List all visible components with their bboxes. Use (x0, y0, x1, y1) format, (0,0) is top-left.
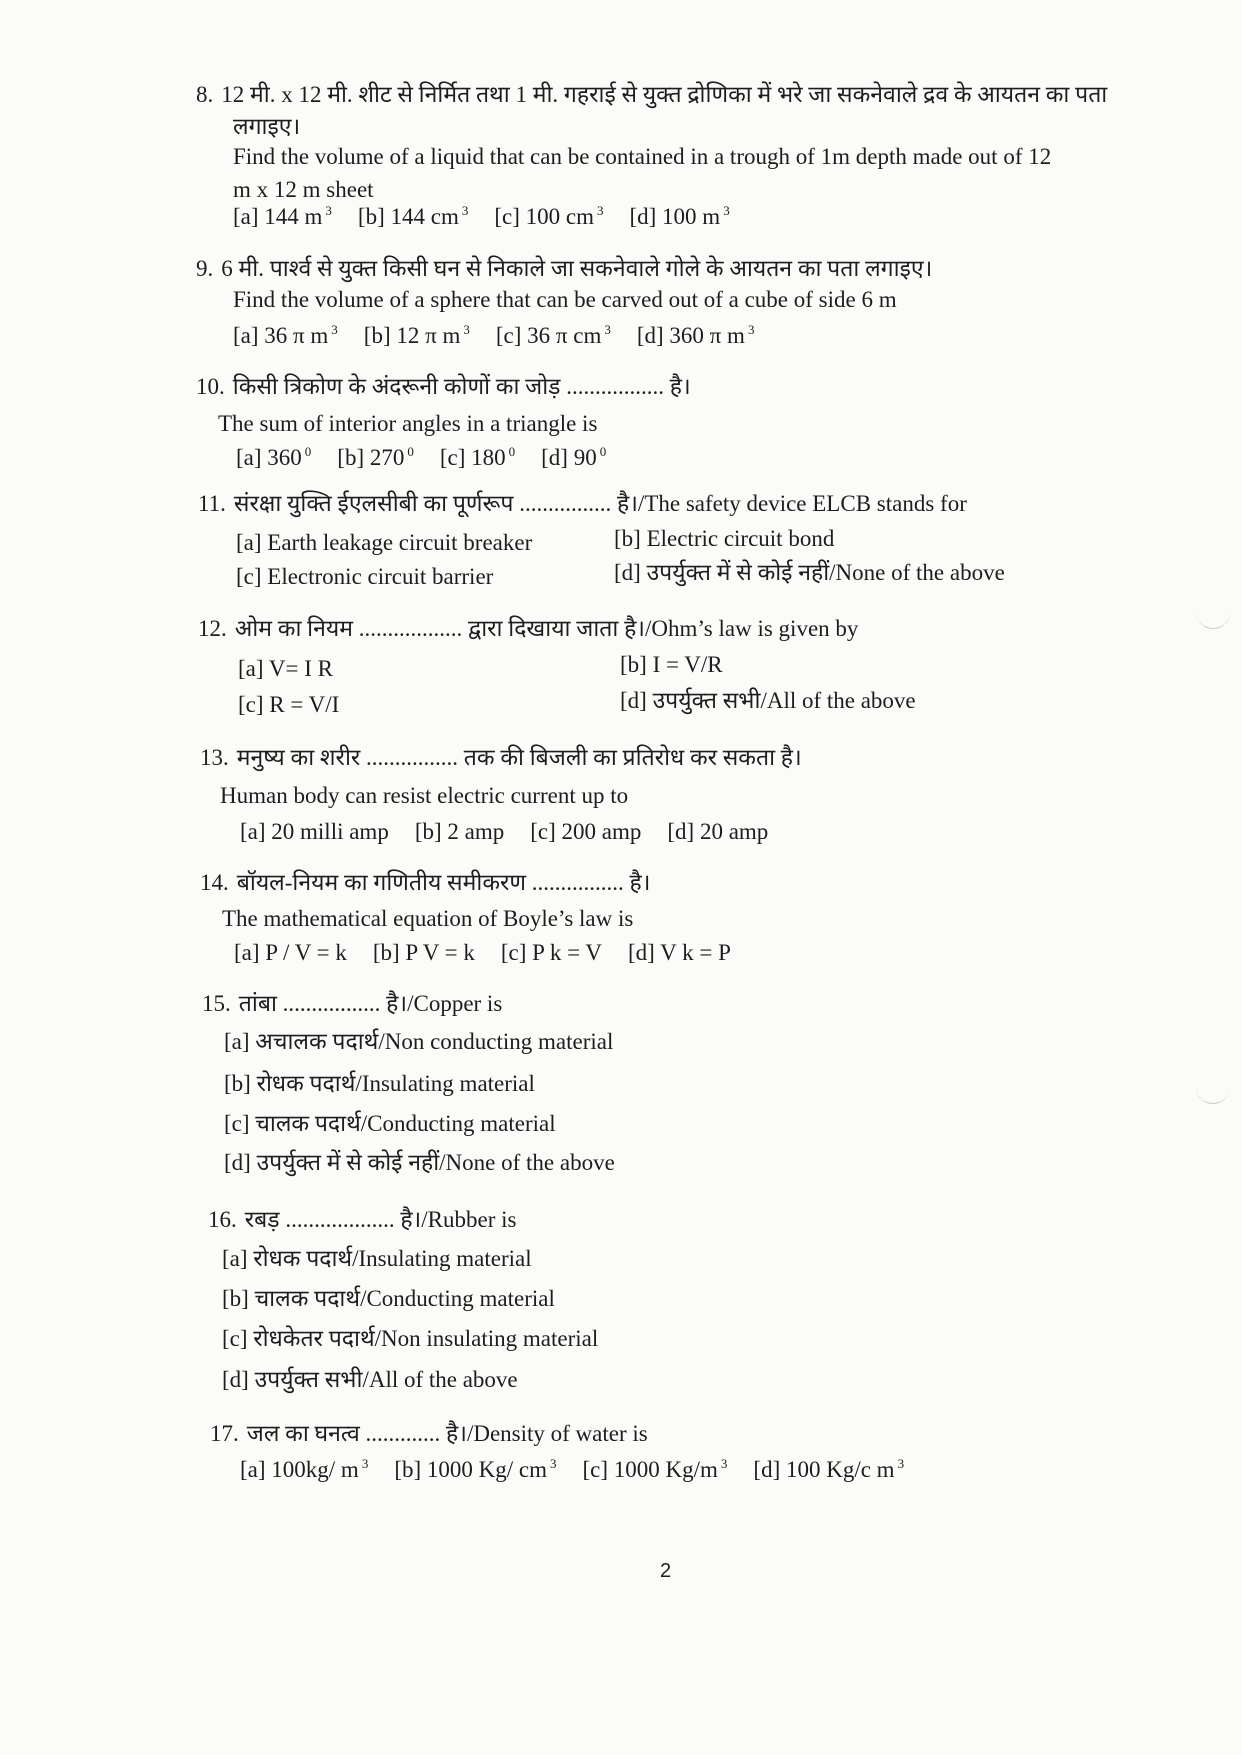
question-text-english (218, 410, 597, 438)
option-text: [c] Electronic circuit barrier (236, 564, 494, 589)
option-text: [d] 360 π m (636, 323, 745, 348)
question-text-hindi: तांबा ................. है।/Copper is (238, 991, 503, 1016)
option-line (222, 1366, 544, 1394)
option-text: [c] 180 (439, 445, 506, 470)
question-text-english (220, 782, 628, 810)
option-superscript: 3 (604, 322, 611, 337)
question-text-english (222, 905, 633, 933)
options-row (233, 322, 780, 350)
answer-option (373, 939, 475, 967)
answer-option (582, 1456, 727, 1484)
option-text: [a] 36 π m (233, 323, 329, 348)
question-heading (200, 869, 650, 897)
option-superscript: 3 (747, 322, 755, 337)
answer-option (614, 559, 1005, 587)
option-superscript: 0 (304, 444, 312, 459)
answer-option (234, 939, 347, 967)
answer-option (222, 1285, 555, 1313)
punch-hole-mark (1196, 600, 1230, 629)
option-line (222, 1245, 558, 1273)
option-text: [b] 144 cm (357, 204, 459, 229)
answer-option (440, 444, 515, 472)
answer-option (415, 818, 504, 846)
question-heading (196, 373, 691, 401)
answer-option (394, 1456, 556, 1484)
question-heading (198, 490, 967, 518)
options-row (240, 1456, 930, 1484)
option-text: [b] P V = k (372, 940, 475, 965)
question-heading (196, 255, 932, 283)
option-text: [d] उपर्युक्त में से कोई नहीं/None of the above (614, 560, 1005, 585)
option-text: [c] रोधकेतर पदार्थ/Non insulating material (222, 1326, 599, 1351)
answer-option (233, 203, 332, 231)
question-text-hindi-cont (233, 113, 300, 141)
option-text: [c] P k = V (500, 940, 603, 965)
option-line (224, 1028, 639, 1056)
question-text-english (233, 143, 1051, 171)
question-text-english: Human body can resist electric current up to (220, 783, 629, 808)
question-text-english: Find the volume of a sphere that can be carved out of a cube of side 6 m (233, 287, 897, 312)
option-text: [d] उपर्युक्त सभी/All of the above (620, 688, 916, 713)
option-line (222, 1325, 624, 1353)
question-heading (208, 1206, 516, 1234)
option-line (614, 559, 1031, 587)
option-text: [a] अचालक पदार्थ/Non conducting material (224, 1029, 614, 1054)
option-text: [a] 144 m (233, 204, 323, 229)
answer-option (222, 1366, 518, 1394)
option-text: [a] V= I R (238, 656, 333, 681)
question-number: 17. (210, 1421, 239, 1446)
question-text-hindi: लगाइए। (233, 114, 301, 139)
question-text-english: The sum of interior angles in a triangle is (218, 411, 598, 436)
question-number: 14. (200, 870, 229, 895)
answer-option (667, 818, 768, 846)
answer-option (233, 322, 338, 350)
question-text-english-cont (233, 176, 374, 204)
answer-option (238, 691, 339, 719)
option-superscript: 0 (508, 444, 516, 459)
option-line (222, 1285, 581, 1313)
option-text: [b] चालक पदार्थ/Conducting material (222, 1286, 555, 1311)
option-superscript: 3 (331, 322, 338, 337)
option-text: [c] R = V/I (238, 692, 340, 717)
option-text: [c] 200 amp (530, 819, 642, 844)
question-number: 10. (196, 374, 225, 399)
answer-option (614, 525, 834, 553)
option-line (236, 529, 558, 557)
option-text: [d] 100 m (629, 204, 721, 229)
answer-option (240, 818, 389, 846)
option-superscript: 0 (407, 444, 414, 459)
options-row (240, 818, 794, 846)
answer-option (358, 203, 468, 231)
question-text-hindi: 12 मी. x 12 मी. शीट से निर्मित तथा 1 मी. गहराई से युक्त द्रोणिका में भरे जा सकनेवाले द्रव के आयतन का पता (221, 82, 1108, 107)
answer-option (629, 203, 729, 231)
question-heading (198, 615, 858, 643)
answer-option (240, 1456, 368, 1484)
option-superscript: 3 (720, 1456, 728, 1471)
option-text: [b] 1000 Kg/ cm (394, 1457, 547, 1482)
answer-option (620, 651, 723, 679)
question-number: 9. (196, 256, 214, 281)
option-text: [d] 20 amp (667, 819, 769, 844)
answer-option (628, 939, 731, 967)
option-superscript: 3 (596, 203, 604, 218)
option-text: [a] 20 milli amp (240, 819, 389, 844)
answer-option (753, 1456, 904, 1484)
question-number: 12. (198, 616, 227, 641)
answer-option (222, 1325, 598, 1353)
question-text-english: The mathematical equation of Boyle’s law is (222, 906, 634, 931)
question-text-english (233, 286, 897, 314)
answer-option (236, 563, 493, 591)
answer-option (541, 444, 606, 472)
options-row (233, 203, 756, 231)
question-text-hindi: 6 मी. पार्श्व से युक्त किसी घन से निकाले जा सकनेवाले गोले के आयतन का पता लगाइए। (221, 256, 933, 281)
option-text: [d] 100 Kg/c m (753, 1457, 895, 1482)
option-superscript: 3 (723, 203, 730, 218)
question-number: 11. (198, 491, 226, 516)
question-text-hindi: मनुष्य का शरीर ................ तक की बिजली का प्रतिरोध कर सकता है। (236, 745, 802, 770)
option-text: [b] Electric circuit bond (614, 526, 835, 551)
option-line (224, 1149, 641, 1177)
question-number: 13. (200, 745, 229, 770)
options-row (234, 939, 757, 967)
answer-option (236, 444, 311, 472)
option-text: [a] P / V = k (234, 940, 347, 965)
question-number: 16. (208, 1207, 237, 1232)
option-superscript: 3 (897, 1456, 905, 1471)
options-row (236, 444, 632, 472)
option-line (224, 1110, 582, 1138)
answer-option (224, 1028, 613, 1056)
option-text: [a] 100kg/ m (240, 1457, 359, 1482)
question-heading (210, 1420, 648, 1448)
question-text-hindi: रबड़ ................... है।/Rubber is (244, 1207, 517, 1232)
option-text: [d] 90 (541, 445, 597, 470)
answer-option (494, 203, 603, 231)
option-line (620, 687, 942, 715)
question-text-hindi: संरक्षा युक्ति ईएलसीबी का पूर्णरूप ................ है।/The safety device ELCB stands for (233, 491, 967, 516)
answer-option (496, 322, 611, 350)
option-text: [b] 2 amp (414, 819, 505, 844)
option-superscript: 3 (325, 203, 332, 218)
answer-option (222, 1245, 532, 1273)
page-number: 2 (660, 1560, 672, 1582)
option-text: [a] 360 (236, 445, 302, 470)
option-text: [b] I = V/R (620, 652, 723, 677)
option-text: [d] V k = P (628, 940, 731, 965)
question-text-hindi: किसी त्रिकोण के अंदरूनी कोणों का जोड़ ................. है। (232, 374, 691, 399)
question-heading (200, 744, 802, 772)
option-superscript: 3 (461, 203, 469, 218)
question-text-hindi: बॉयल-नियम का गणितीय समीकरण ................ है। (236, 870, 651, 895)
answer-option (620, 687, 916, 715)
question-text-english: Find the volume of a liquid that can be contained in a trough of 1m depth made out of 12 (233, 144, 1052, 169)
option-text: [a] Earth leakage circuit breaker (236, 530, 533, 555)
answer-option (224, 1070, 535, 1098)
option-line (238, 691, 365, 719)
answer-option (501, 939, 602, 967)
option-line (614, 525, 860, 553)
option-line (620, 651, 749, 679)
option-line (236, 563, 519, 591)
option-text: [a] रोधक पदार्थ/Insulating material (222, 1246, 532, 1271)
option-line (224, 1070, 561, 1098)
option-text: [b] 12 π m (363, 323, 461, 348)
option-text: [d] उपर्युक्त सभी/All of the above (222, 1367, 518, 1392)
answer-option (364, 322, 470, 350)
question-text-hindi: ओम का नियम .................. द्वारा दिखाया जाता है।/Ohm’s law is given by (234, 616, 859, 641)
option-superscript: 3 (463, 322, 470, 337)
question-heading (202, 990, 502, 1018)
option-text: [c] चालक पदार्थ/Conducting material (224, 1111, 556, 1136)
option-superscript: 3 (549, 1456, 557, 1471)
option-text: [b] 270 (337, 445, 405, 470)
answer-option (224, 1110, 556, 1138)
option-line (238, 655, 359, 683)
option-text: [c] 100 cm (494, 204, 594, 229)
question-number: 8. (196, 82, 214, 107)
option-text: [d] उपर्युक्त में से कोई नहीं/None of the above (224, 1150, 615, 1175)
question-heading (196, 81, 1107, 109)
question-number: 15. (202, 991, 231, 1016)
option-text: [b] रोधक पदार्थ/Insulating material (224, 1071, 535, 1096)
punch-hole-mark (1196, 1075, 1230, 1104)
option-superscript: 3 (361, 1456, 369, 1471)
answer-option (236, 529, 532, 557)
answer-option (637, 322, 755, 350)
answer-option (224, 1149, 615, 1177)
answer-option (238, 655, 333, 683)
option-text: [c] 1000 Kg/m (582, 1457, 718, 1482)
answer-option (337, 444, 414, 472)
answer-option (530, 818, 641, 846)
question-text-hindi: जल का घनत्व ............. है।/Density of water is (246, 1421, 648, 1446)
option-text: [c] 36 π cm (495, 323, 602, 348)
option-superscript: 0 (599, 444, 607, 459)
question-text-english: m x 12 m sheet (233, 177, 374, 202)
